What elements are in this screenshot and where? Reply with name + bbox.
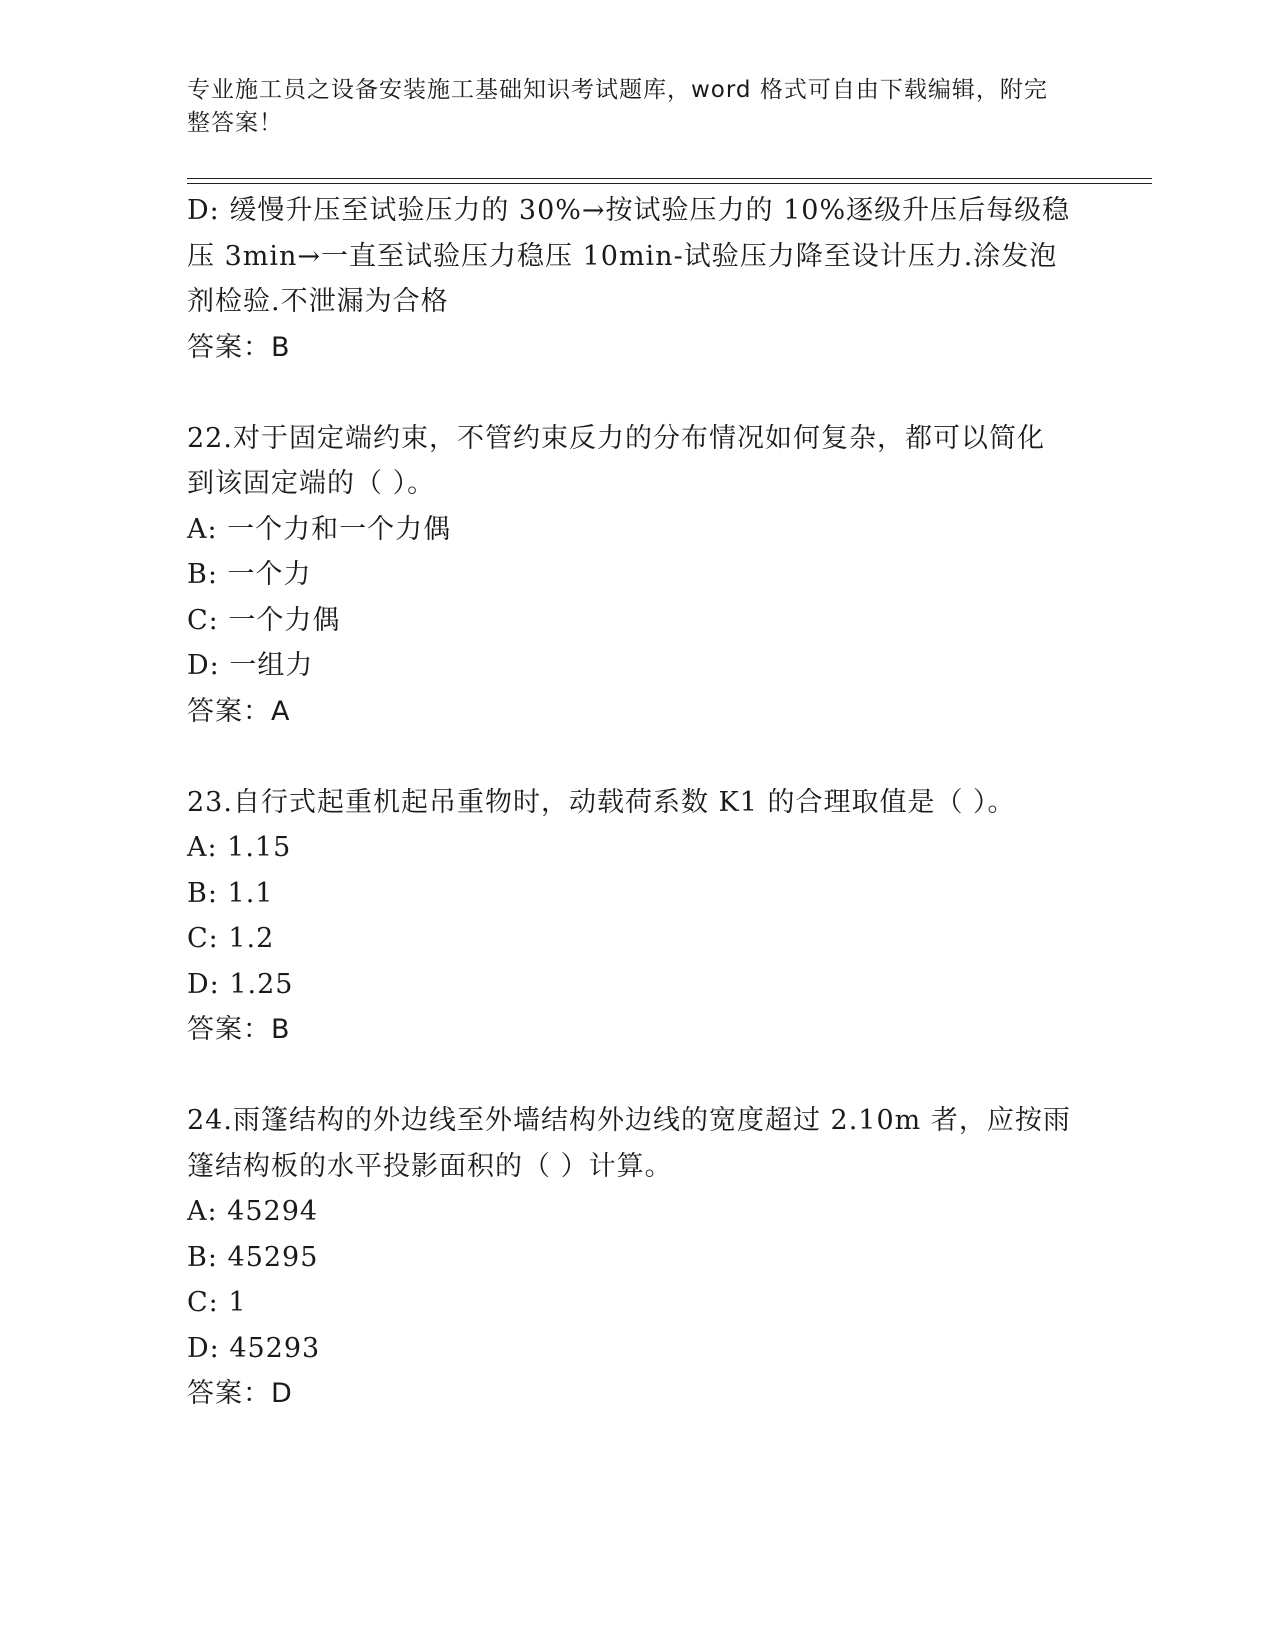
option-d-line-2: 压 3min→一直至试验压力稳压 10min-试验压力降至设计压力.涂发泡	[187, 240, 1058, 272]
option-c: C: 1	[187, 1287, 247, 1318]
option-a: A: 一个力和一个力偶	[187, 513, 452, 545]
option-d-line-3: 剂检验.不泄漏为合格	[187, 286, 449, 317]
option-b: B: 1.1	[187, 877, 274, 909]
question-23	[187, 780, 1087, 1053]
previous-question-tail	[187, 188, 1087, 370]
option-b: B: 45295	[187, 1241, 319, 1273]
question-stem-line: 篷结构板的水平投影面积的（ ）计算。	[187, 1150, 673, 1182]
option-d: D: 1.25	[187, 968, 294, 1000]
question-stem-line: 到该固定端的（ ）。	[187, 468, 436, 499]
option-d-line-1: D: 缓慢升压至试验压力的 30%→按试验压力的 10%逐级升压后每级稳	[187, 195, 1071, 226]
header-line-1: 专业施工员之设备安装施工基础知识考试题库，word 格式可自由下载编辑，附完	[187, 77, 1048, 103]
header-line-2: 整答案！	[187, 110, 283, 136]
answer-line: 答案：A	[187, 695, 291, 727]
question-22	[187, 416, 1087, 735]
question-stem-line: 22.对于固定端约束，不管约束反力的分布情况如何复杂，都可以简化	[187, 422, 1045, 454]
option-c: C: 1.2	[187, 923, 275, 954]
question-stem-line: 23.自行式起重机起吊重物时，动载荷系数 K1 的合理取值是（ ）。	[187, 786, 1016, 818]
option-a: A: 1.15	[187, 832, 292, 863]
option-d: D: 45293	[187, 1332, 321, 1364]
spacer	[187, 1053, 1087, 1099]
question-content	[187, 188, 1087, 1417]
option-c: C: 一个力偶	[187, 604, 341, 636]
answer-line: 答案：B	[187, 1014, 291, 1045]
spacer	[187, 734, 1087, 780]
header-rule-bottom	[187, 183, 1152, 184]
question-24	[187, 1098, 1087, 1417]
answer-line: 答案：B	[187, 331, 291, 363]
option-b: B: 一个力	[187, 559, 312, 590]
page-header	[187, 74, 1067, 140]
option-d: D: 一组力	[187, 650, 314, 681]
header-rule-top	[187, 178, 1152, 179]
option-a: A: 45294	[187, 1196, 319, 1227]
answer-line: 答案：D	[187, 1378, 293, 1409]
spacer	[187, 370, 1087, 416]
question-stem-line: 24.雨篷结构的外边线至外墙结构外边线的宽度超过 2.10m 者，应按雨	[187, 1105, 1071, 1136]
